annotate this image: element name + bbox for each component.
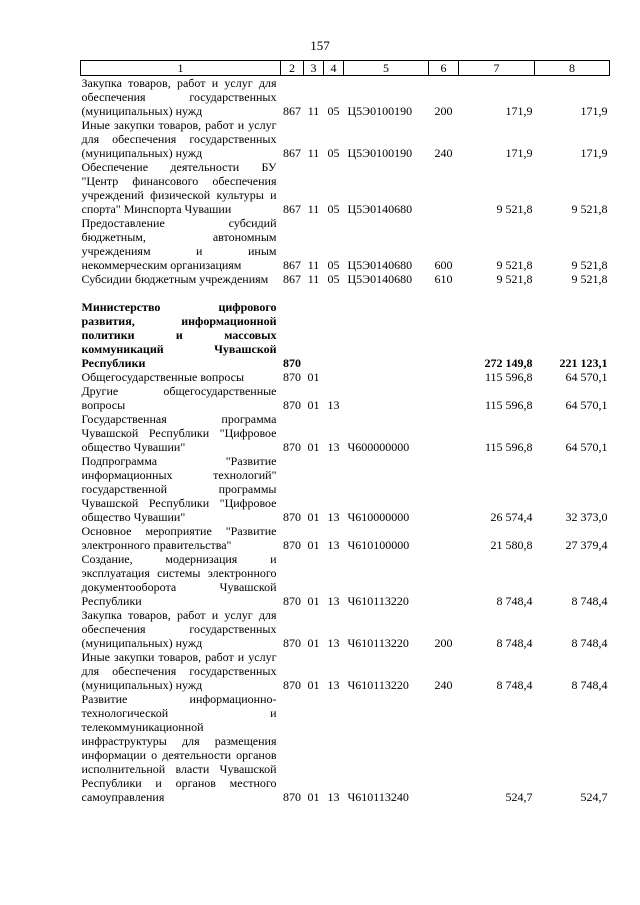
subsection-code: 05 <box>327 202 340 216</box>
table-row <box>81 384 610 412</box>
expense-type-code <box>429 300 459 370</box>
amount-year-2: 171,9 <box>580 104 608 118</box>
section-code: 01 <box>307 678 320 692</box>
subsection-code: 05 <box>327 104 340 118</box>
row-name: Подпрограмма "Развитие информационных технологий" государственной программы Чувашской Республики "Цифровое общество Чувашии" <box>81 454 277 524</box>
amount-year-1: 115 596,8 <box>484 370 533 384</box>
table-row <box>81 272 610 286</box>
table-row <box>81 370 610 384</box>
amount-year-2: 8 748,4 <box>571 594 608 608</box>
expense-type-code: 610 <box>434 272 453 286</box>
budget-table <box>80 60 610 804</box>
amount-year-2: 64 570,1 <box>565 398 608 412</box>
amount-year-1: 9 521,8 <box>496 258 533 272</box>
expense-type-code <box>429 692 459 804</box>
table-row <box>81 524 610 552</box>
subsection-code: 13 <box>327 636 340 650</box>
ministry-code: 870 <box>283 370 301 384</box>
expense-type-code <box>429 384 459 412</box>
expense-type-code: 240 <box>434 146 453 160</box>
amount-year-1: 272 149,8 <box>484 356 533 370</box>
target-article-code: Ч610000000 <box>347 510 410 524</box>
amount-year-1: 8 748,4 <box>496 636 533 650</box>
section-code: 01 <box>307 398 320 412</box>
subsection-code: 05 <box>327 272 340 286</box>
amount-year-2: 9 521,8 <box>571 202 608 216</box>
section-code: 11 <box>307 202 320 216</box>
subsection-code: 13 <box>327 510 340 524</box>
row-name: Закупка товаров, работ и услуг для обеспечения государственных (муниципальных) нужд <box>81 76 277 118</box>
ministry-code: 867 <box>283 104 301 118</box>
ministry-code: 867 <box>283 258 301 272</box>
col-header-1: 1 <box>81 61 281 76</box>
section-code: 01 <box>307 790 320 804</box>
amount-year-1: 26 574,4 <box>490 510 533 524</box>
row-name: Закупка товаров, работ и услуг для обеспечения государственных (муниципальных) нужд <box>81 608 277 650</box>
section-code: 01 <box>307 370 320 384</box>
subsection-code: 13 <box>327 594 340 608</box>
spacer-row <box>81 286 610 300</box>
expense-type-code <box>429 160 459 216</box>
subsection-code: 13 <box>327 538 340 552</box>
row-name: Обеспечение деятельности БУ "Центр финансового обеспечения учреждений физической культуры и спорта" Минспорта Чувашии <box>81 160 277 216</box>
ministry-code: 867 <box>283 146 301 160</box>
expense-type-code: 240 <box>434 678 453 692</box>
row-name: Создание, модернизация и эксплуатация системы электронного документооборота Чувашской Республики <box>81 552 277 608</box>
ministry-code: 870 <box>283 790 301 804</box>
col-header-8: 8 <box>535 61 610 76</box>
row-name: Развитие информационно-технологической и телекоммуникационной инфраструктуры для размещения информации о деятельности органов исполнительной власти Чувашской Республики и органов местного самоуправления <box>81 692 277 804</box>
ministry-code: 870 <box>283 538 301 552</box>
expense-type-code <box>429 412 459 454</box>
target-article-code: Ч610100000 <box>347 538 410 552</box>
target-article-code: Ч610113220 <box>347 636 409 650</box>
table-row <box>81 692 610 804</box>
ministry-code: 870 <box>283 636 301 650</box>
row-name: Субсидии бюджетным учреждениям <box>81 272 269 286</box>
col-header-7: 7 <box>459 61 535 76</box>
col-header-6: 6 <box>429 61 459 76</box>
target-article-code: Ч610113220 <box>347 594 409 608</box>
amount-year-2: 32 373,0 <box>565 510 608 524</box>
table-row <box>81 118 610 160</box>
target-article-code <box>344 384 429 412</box>
ministry-code: 870 <box>283 356 301 370</box>
target-article-code: Ц5Э0140680 <box>347 272 413 286</box>
section-code <box>304 300 324 370</box>
spacer-cell <box>81 286 610 300</box>
row-name: Иные закупки товаров, работ и услуг для обеспечения государственных (муниципальных) нужд <box>81 118 277 160</box>
amount-year-2: 9 521,8 <box>571 258 608 272</box>
ministry-code: 867 <box>283 202 301 216</box>
ministry-code: 870 <box>283 398 301 412</box>
row-name: Предоставление субсидий бюджетным, автономным учреждениям и иным некоммерческим организациям <box>81 216 277 272</box>
subsection-code: 13 <box>327 790 340 804</box>
target-article-code: Ц5Э0100190 <box>347 104 413 118</box>
ministry-code: 870 <box>283 510 301 524</box>
target-article-code <box>344 300 429 370</box>
target-article-code: Ц5Э0140680 <box>347 202 413 216</box>
table-row <box>81 552 610 608</box>
subsection-code: 13 <box>327 678 340 692</box>
col-header-2: 2 <box>281 61 304 76</box>
amount-year-2: 64 570,1 <box>565 440 608 454</box>
amount-year-2: 9 521,8 <box>571 272 608 286</box>
ministry-code: 867 <box>283 272 301 286</box>
row-name: Общегосударственные вопросы <box>81 370 245 384</box>
target-article-code: Ц5Э0140680 <box>347 258 413 272</box>
amount-year-1: 115 596,8 <box>484 398 533 412</box>
table-row <box>81 216 610 272</box>
column-number-header <box>81 61 610 76</box>
expense-type-code <box>429 524 459 552</box>
row-name: Основное мероприятие "Развитие электронного правительства" <box>81 524 277 552</box>
section-code: 01 <box>307 594 320 608</box>
amount-year-2: 171,9 <box>580 146 608 160</box>
section-code: 01 <box>307 538 320 552</box>
expense-type-code <box>429 552 459 608</box>
subsection-code <box>324 300 344 370</box>
ministry-code: 870 <box>283 594 301 608</box>
row-name: Министерство цифрового развития, информационной политики и массовых коммуникаций Чувашской Республики <box>81 300 277 370</box>
amount-year-1: 9 521,8 <box>496 202 533 216</box>
subsection-code: 13 <box>327 440 340 454</box>
subsection-code: 13 <box>327 398 340 412</box>
page-number: 157 <box>310 38 330 53</box>
expense-type-code <box>429 370 459 384</box>
table-row <box>81 608 610 650</box>
section-code: 01 <box>307 440 320 454</box>
section-code: 01 <box>307 510 320 524</box>
subsection-code: 05 <box>327 146 340 160</box>
table-row <box>81 650 610 692</box>
expense-type-code: 200 <box>434 636 453 650</box>
expense-type-code: 200 <box>434 104 453 118</box>
section-code: 01 <box>307 636 320 650</box>
amount-year-2: 524,7 <box>580 790 608 804</box>
ministry-code: 870 <box>283 678 301 692</box>
row-name: Государственная программа Чувашской Республики "Цифровое общество Чувашии" <box>81 412 277 454</box>
col-header-4: 4 <box>324 61 344 76</box>
subsection-code <box>324 370 344 384</box>
target-article-code: Ч610113220 <box>347 678 409 692</box>
amount-year-2: 27 379,4 <box>565 538 608 552</box>
row-name: Иные закупки товаров, работ и услуг для обеспечения государственных (муниципальных) нужд <box>81 650 277 692</box>
amount-year-1: 21 580,8 <box>490 538 533 552</box>
amount-year-1: 8 748,4 <box>496 594 533 608</box>
table-row <box>81 160 610 216</box>
target-article-code <box>344 370 429 384</box>
amount-year-2: 8 748,4 <box>571 636 608 650</box>
section-code: 11 <box>307 104 320 118</box>
col-header-3: 3 <box>304 61 324 76</box>
target-article-code: Ц5Э0100190 <box>347 146 413 160</box>
table-row <box>81 454 610 524</box>
amount-year-2: 221 123,1 <box>559 356 608 370</box>
section-code: 11 <box>307 146 320 160</box>
ministry-code: 870 <box>283 440 301 454</box>
amount-year-1: 171,9 <box>505 104 533 118</box>
amount-year-1: 115 596,8 <box>484 440 533 454</box>
expense-type-code: 600 <box>434 258 453 272</box>
target-article-code: Ч600000000 <box>347 440 410 454</box>
subsection-code: 05 <box>327 258 340 272</box>
col-header-5: 5 <box>344 61 429 76</box>
amount-year-1: 171,9 <box>505 146 533 160</box>
section-code: 11 <box>307 258 320 272</box>
amount-year-1: 8 748,4 <box>496 678 533 692</box>
section-code: 11 <box>307 272 320 286</box>
amount-year-1: 9 521,8 <box>496 272 533 286</box>
row-name: Другие общегосударственные вопросы <box>81 384 277 412</box>
table-row <box>81 412 610 454</box>
amount-year-2: 8 748,4 <box>571 678 608 692</box>
table-row-ministry <box>81 300 610 370</box>
amount-year-1: 524,7 <box>505 790 533 804</box>
amount-year-2: 64 570,1 <box>565 370 608 384</box>
expense-type-code <box>429 454 459 524</box>
table-row <box>81 76 610 119</box>
target-article-code: Ч610113240 <box>347 790 409 804</box>
